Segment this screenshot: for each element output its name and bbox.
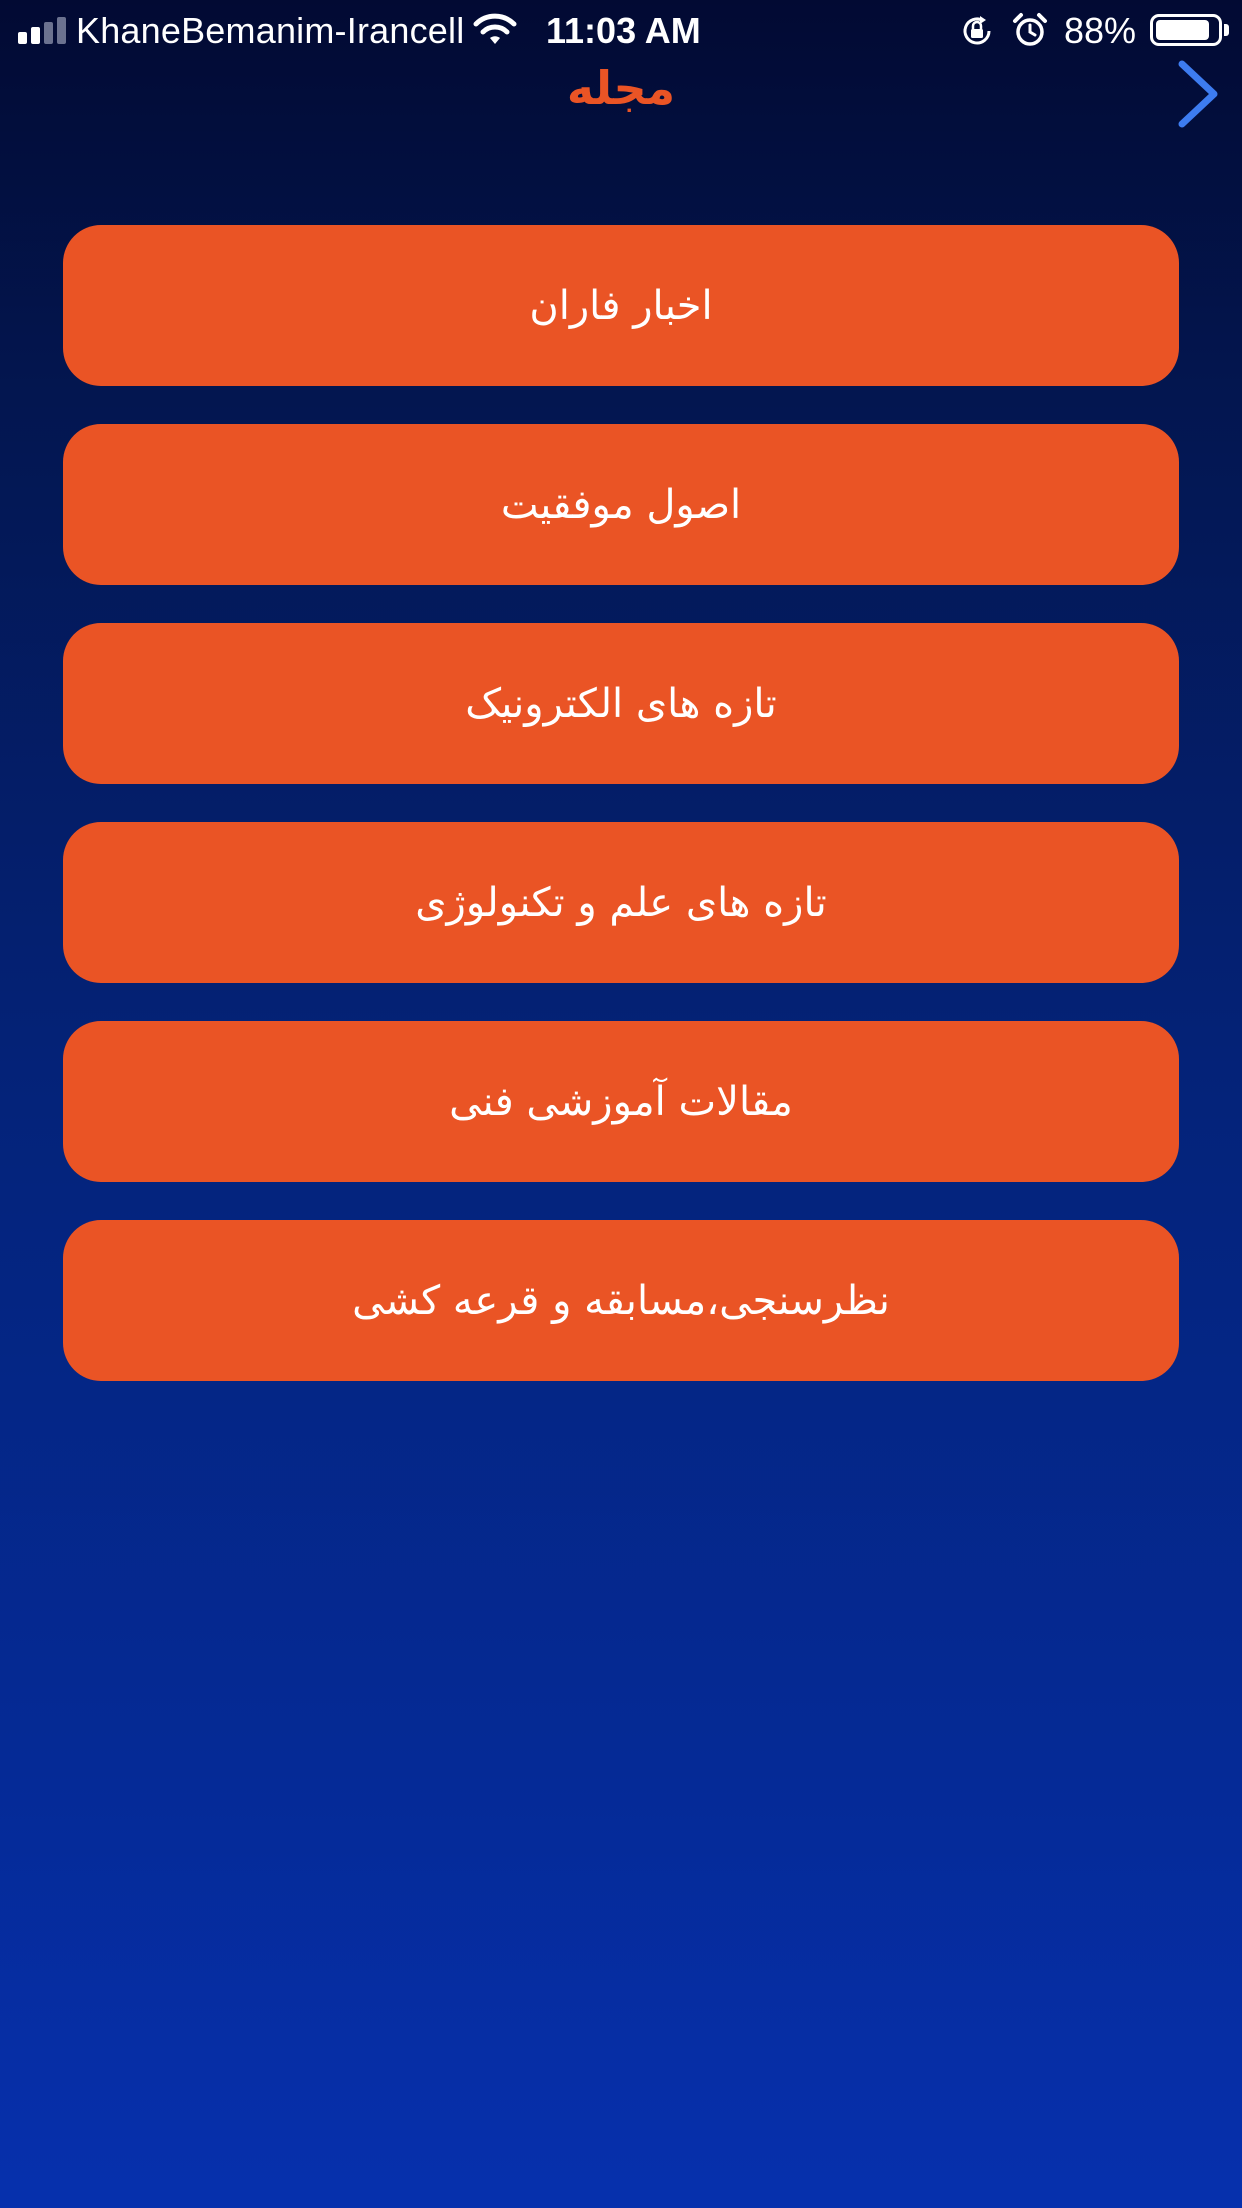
menu-item-electronics-news[interactable] bbox=[63, 623, 1179, 784]
menu-item-label: اصول موفقیت bbox=[500, 481, 742, 528]
menu-item-success-principles[interactable] bbox=[63, 424, 1179, 585]
magazine-menu-list bbox=[63, 225, 1179, 1419]
battery-level-fill bbox=[1156, 20, 1209, 40]
menu-item-polls-contests[interactable] bbox=[63, 1220, 1179, 1381]
menu-item-label: تازه های الکترونیک bbox=[465, 680, 777, 727]
menu-item-label: تازه های علم و تکنولوژی bbox=[415, 879, 827, 926]
battery-cap bbox=[1224, 24, 1229, 36]
page-title: مجله bbox=[566, 61, 676, 115]
status-bar bbox=[0, 0, 1242, 62]
alarm-icon bbox=[1012, 12, 1048, 48]
chevron-right-icon bbox=[1182, 64, 1214, 124]
menu-item-science-technology-news[interactable] bbox=[63, 822, 1179, 983]
menu-item-label: مقالات آموزشی فنی bbox=[449, 1078, 793, 1125]
carrier-name: KhaneBemanim-Irancell bbox=[76, 10, 465, 51]
wifi-icon bbox=[472, 12, 518, 48]
menu-item-label: اخبار فاران bbox=[529, 282, 713, 329]
status-time: 11:03 AM bbox=[546, 10, 701, 51]
battery-percentage: 88% bbox=[1064, 10, 1137, 51]
rotation-lock-icon bbox=[960, 14, 994, 48]
menu-item-faran-news[interactable] bbox=[63, 225, 1179, 386]
battery-icon bbox=[1150, 14, 1222, 46]
menu-item-label: نظرسنجی،مسابقه و قرعه کشی bbox=[352, 1277, 890, 1324]
signal-icon bbox=[18, 16, 68, 44]
back-button[interactable] bbox=[1168, 56, 1228, 132]
menu-item-technical-articles[interactable] bbox=[63, 1021, 1179, 1182]
